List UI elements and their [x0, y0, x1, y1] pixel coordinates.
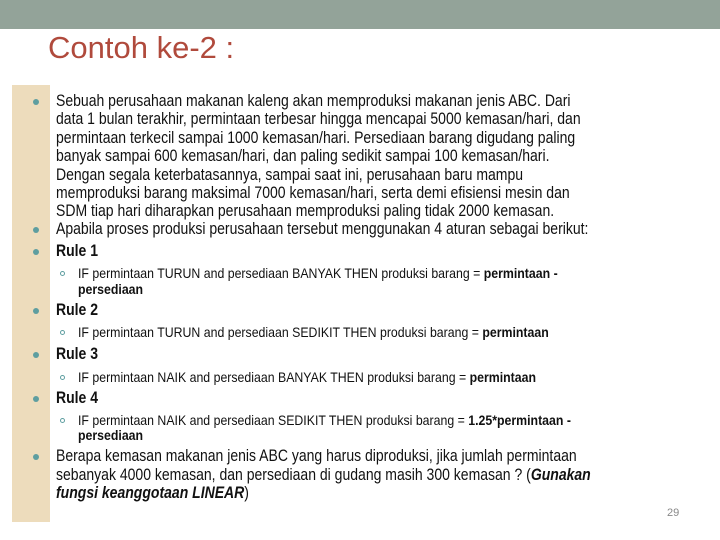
bullet-icon — [33, 249, 39, 255]
sub-bullet-icon — [60, 375, 65, 380]
question-line: fungsi keanggotaan LINEAR) — [56, 484, 249, 502]
bullet-icon — [33, 227, 39, 233]
rule-condition: IF permintaan NAIK and persediaan BANYAK THEN produksi barang = permintaan — [78, 369, 537, 385]
question-line: Berapa kemasan makanan jenis ABC yang harus diproduksi, jika jumlah permintaan — [56, 447, 577, 465]
apabila-text: Apabila proses produksi perusahaan tersebut menggunakan 4 aturan sebagai berikut: — [56, 220, 589, 238]
intro-line: data 1 bulan terakhir, permintaan terbesar hingga mencapai 5000 kemasan/hari, dan — [56, 110, 581, 128]
rule-label: Rule 1 — [56, 242, 99, 260]
intro-line: Sebuah perusahaan makanan kaleng akan memproduksi makanan jenis ABC. Dari — [56, 92, 571, 110]
bullet-icon — [33, 396, 39, 402]
page-number: 29 — [667, 507, 680, 519]
rule-result-cont: persediaan — [78, 427, 144, 443]
rule-result-cont: persediaan — [78, 281, 144, 297]
bullet-icon — [33, 454, 39, 460]
sub-bullet-icon — [60, 330, 65, 335]
bullet-icon — [33, 308, 39, 314]
bullet-icon — [33, 99, 39, 105]
question-line: sebanyak 4000 kemasan, dan persediaan di gudang masih 300 kemasan ? (Gunakan — [56, 466, 591, 484]
rule-condition: IF permintaan TURUN and persediaan BANYAK THEN produksi barang = permintaan - — [78, 265, 558, 281]
rule-label: Rule 4 — [56, 389, 99, 407]
decorative-stripe — [12, 85, 50, 522]
intro-line: memproduksi barang maksimal 7000 kemasan/hari, serta demi efisiensi mesin dan — [56, 184, 570, 202]
top-bar — [0, 0, 720, 29]
intro-line: banyak sampai 600 kemasan/hari, dan paling sedikit sampai 100 kemasan/hari. — [56, 147, 550, 165]
rule-label: Rule 3 — [56, 345, 99, 363]
intro-line: SDM tiap hari diharapkan perusahaan memproduksi paling tidak 2000 kemasan. — [56, 202, 555, 220]
sub-bullet-icon — [60, 418, 65, 423]
rule-condition: IF permintaan NAIK and persediaan SEDIKIT THEN produksi barang = 1.25*permintaan - — [78, 412, 571, 428]
sub-bullet-icon — [60, 271, 65, 276]
intro-line: Dengan segala keterbatasannya, sampai saat ini, perusahaan baru mampu — [56, 166, 524, 184]
rule-condition: IF permintaan TURUN and persediaan SEDIKIT THEN produksi barang = permintaan — [78, 324, 549, 340]
intro-line: permintaan terkecil sampai 1000 kemasan/hari. Persediaan barang digudang paling — [56, 129, 576, 147]
slide-title: Contoh ke-2 : — [48, 30, 235, 65]
bullet-icon — [33, 352, 39, 358]
rule-label: Rule 2 — [56, 301, 99, 319]
